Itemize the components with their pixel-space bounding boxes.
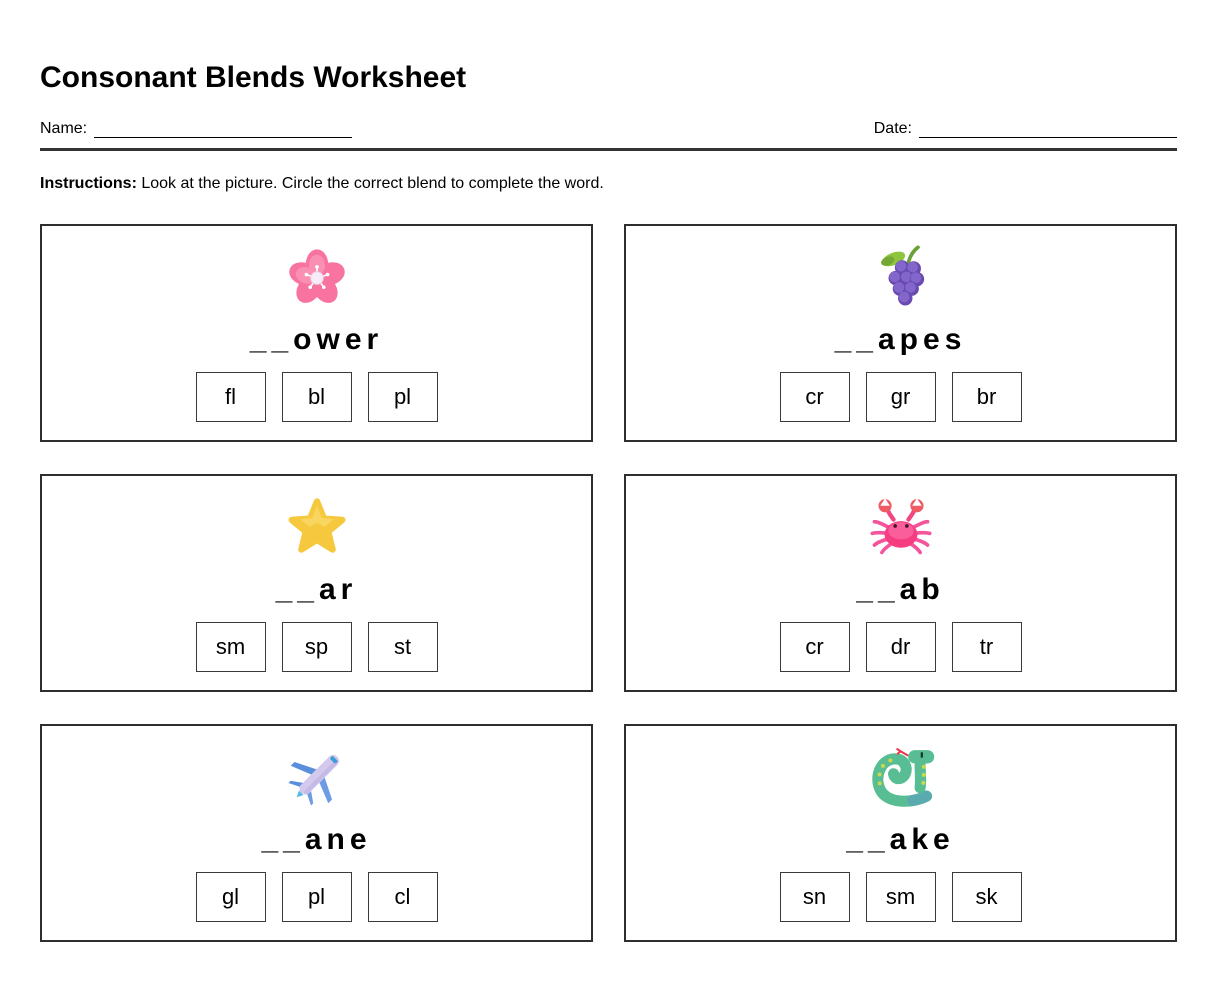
blend-option[interactable]: pl (282, 872, 352, 922)
header-divider (40, 148, 1177, 151)
word-with-blank: __ower (249, 323, 384, 356)
date-field (874, 120, 1177, 138)
blend-option[interactable]: br (952, 372, 1022, 422)
date-label: Date: (873, 120, 912, 137)
blend-option[interactable]: pl (368, 372, 438, 422)
blend-option[interactable]: fl (196, 372, 266, 422)
name-field (40, 120, 352, 138)
blend-option[interactable]: bl (282, 372, 352, 422)
name-blank-line (94, 123, 352, 138)
blend-option[interactable]: cl (368, 872, 438, 922)
exercise-card-flower (40, 224, 593, 442)
blend-options (780, 622, 1022, 672)
word-with-blank: __ar (275, 573, 358, 606)
blend-options (196, 622, 438, 672)
blend-option[interactable]: sm (866, 872, 936, 922)
page-title: Consonant Blends Worksheet (40, 61, 467, 94)
blend-option[interactable]: sk (952, 872, 1022, 922)
exercise-card-grapes (624, 224, 1177, 442)
blend-option[interactable]: sp (282, 622, 352, 672)
grapes-icon (867, 243, 935, 311)
blend-option[interactable]: cr (780, 622, 850, 672)
crab-icon (867, 493, 935, 561)
word-with-blank: __ane (261, 823, 372, 856)
star-icon (283, 493, 351, 561)
word-with-blank: __ake (846, 823, 955, 856)
blend-option[interactable]: gl (196, 872, 266, 922)
blend-option[interactable]: sm (196, 622, 266, 672)
exercise-card-airplane (40, 724, 593, 942)
blend-option[interactable]: st (368, 622, 438, 672)
exercise-card-star (40, 474, 593, 692)
name-date-row (40, 120, 1177, 138)
instructions-label: Instructions: (40, 175, 137, 192)
exercise-card-crab (624, 474, 1177, 692)
instructions (40, 174, 1177, 194)
blend-options (780, 872, 1022, 922)
blend-option[interactable]: sn (780, 872, 850, 922)
instructions-text: Look at the picture. Circle the correct blend to complete the word. (141, 175, 604, 192)
exercise-card-snake (624, 724, 1177, 942)
blend-option[interactable]: tr (952, 622, 1022, 672)
word-with-blank: __apes (834, 323, 967, 356)
word-with-blank: __ab (856, 573, 945, 606)
blend-options (196, 372, 438, 422)
blend-option[interactable]: gr (866, 372, 936, 422)
exercise-grid (40, 224, 1177, 942)
blend-option[interactable]: dr (866, 622, 936, 672)
snake-icon (867, 743, 935, 811)
blend-options (196, 872, 438, 922)
cherry-blossom-icon (283, 243, 351, 311)
blend-option[interactable]: cr (780, 372, 850, 422)
airplane-icon (283, 743, 351, 811)
blend-options (780, 372, 1022, 422)
date-blank-line (919, 123, 1177, 138)
name-label: Name: (40, 120, 88, 137)
